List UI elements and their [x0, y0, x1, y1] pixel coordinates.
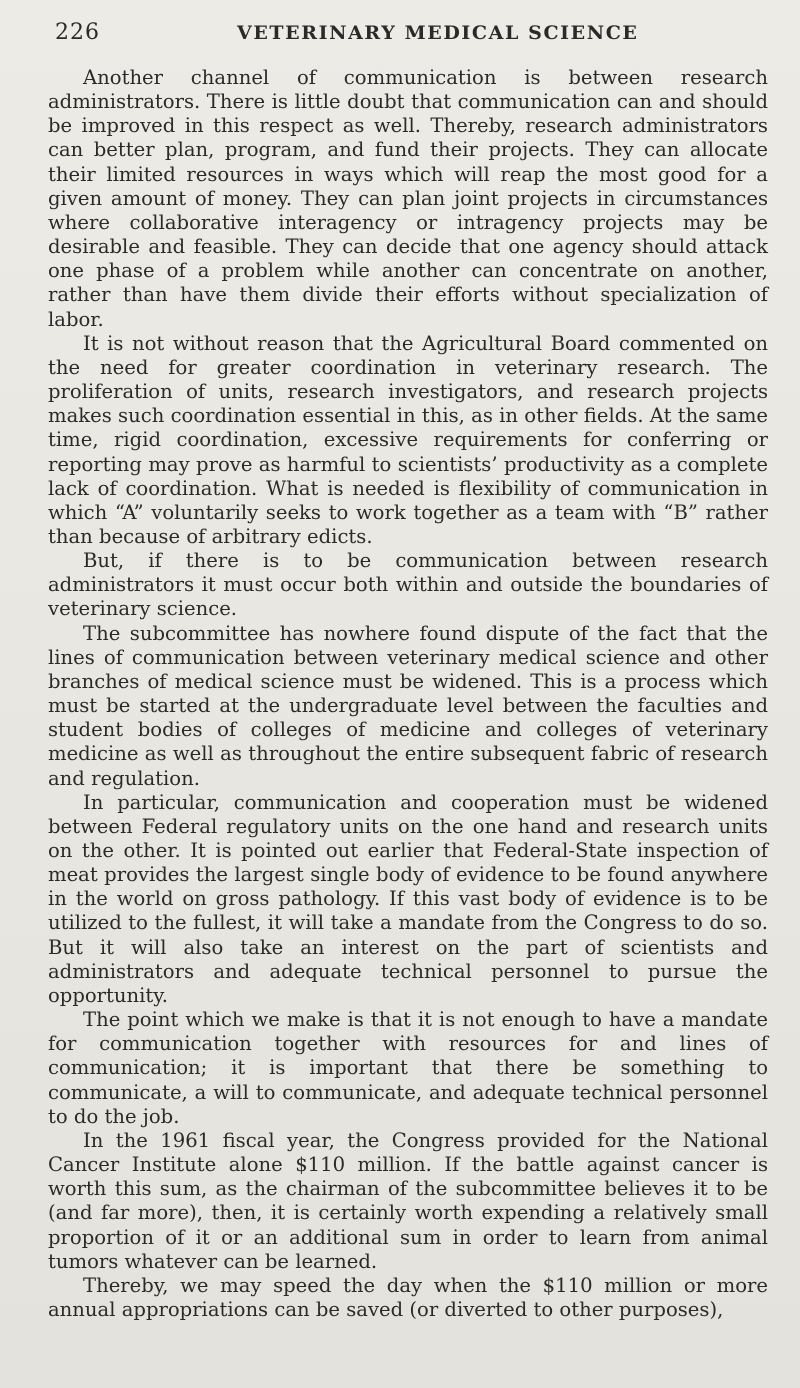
paragraph-agricultural-board: It is not without reason that the Agricultural Board commented on the need for greater coordination in veterinary research. The proliferation of units, research investigators, and research projects makes such coordination essential in this, as in other fields. At the same time, rigid coordination, excessive requirements for conferring or reporting may prove as harmful to scientists’ productivity as a complete lack of coordination. What is needed is flexibility of communication in which “A” voluntarily seeks to work together as a team with “B” rather than because of arbitrary edicts.: [48, 331, 768, 548]
paragraph-mandate: The point which we make is that it is not enough to have a mandate for communication together with resources for and lines of communication; it is important that there be something to communicate, a will to communicate, and adequate technical personnel to do the job.: [48, 1008, 768, 1128]
paragraph-research-administrators: Another channel of communication is between research administrators. There is little doubt that communication can and should be improved in this respect as well. Thereby, research administrators can better plan, program, and fund their projects. They can allocate their limited resources in ways which will reap the most good for a given amount of money. They can plan joint projects in circumstances where collaborative interagency or intragency projects may be desirable and feasible. They can decide that one agency should attack one phase of a problem while another can concentrate on another, rather than have them divide their efforts without specialization of labor.: [48, 66, 768, 331]
running-head: [55, 20, 765, 48]
paragraph-boundaries: But, if there is to be communication between research administrators it must occur both within and outside the boundaries of veterinary science.: [48, 549, 768, 621]
body-text: [48, 66, 768, 1322]
running-title: VETERINARY MEDICAL SCIENCE: [237, 22, 639, 44]
paragraph-cancer-institute: In the 1961 fiscal year, the Congress provided for the National Cancer Institute alone $110 million. If the battle against cancer is worth this sum, as the chairman of the subcommittee believes it to be (and far more), then, it is certainly worth expending a relatively small proportion of it or an additional sum in order to learn from animal tumors whatever can be learned.: [48, 1128, 768, 1273]
paragraph-subcommittee: The subcommittee has nowhere found dispute of the fact that the lines of communication between veterinary medical science and other branches of medical science must be widened. This is a process which must be started at the undergraduate level between the faculties and student bodies of colleges of medicine and colleges of veterinary medicine as well as throughout the entire subsequent fabric of research and regulation.: [48, 621, 768, 790]
paragraph-appropriations: Thereby, we may speed the day when the $110 million or more annual appropriations can be saved (or diverted to other purposes),: [48, 1273, 768, 1321]
paragraph-federal-regulatory: In particular, communication and cooperation must be widened between Federal regulatory units on the one hand and research units on the other. It is pointed out earlier that Federal-State inspection of meat provides the largest single body of evidence to be found anywhere in the world on gross pathology. If this vast body of evidence is to be utilized to the fullest, it will take a mandate from the Congress to do so. But it will also take an interest on the part of scientists and administrators and adequate technical personnel to pursue the opportunity.: [48, 790, 768, 1007]
page-number: 226: [55, 20, 100, 45]
